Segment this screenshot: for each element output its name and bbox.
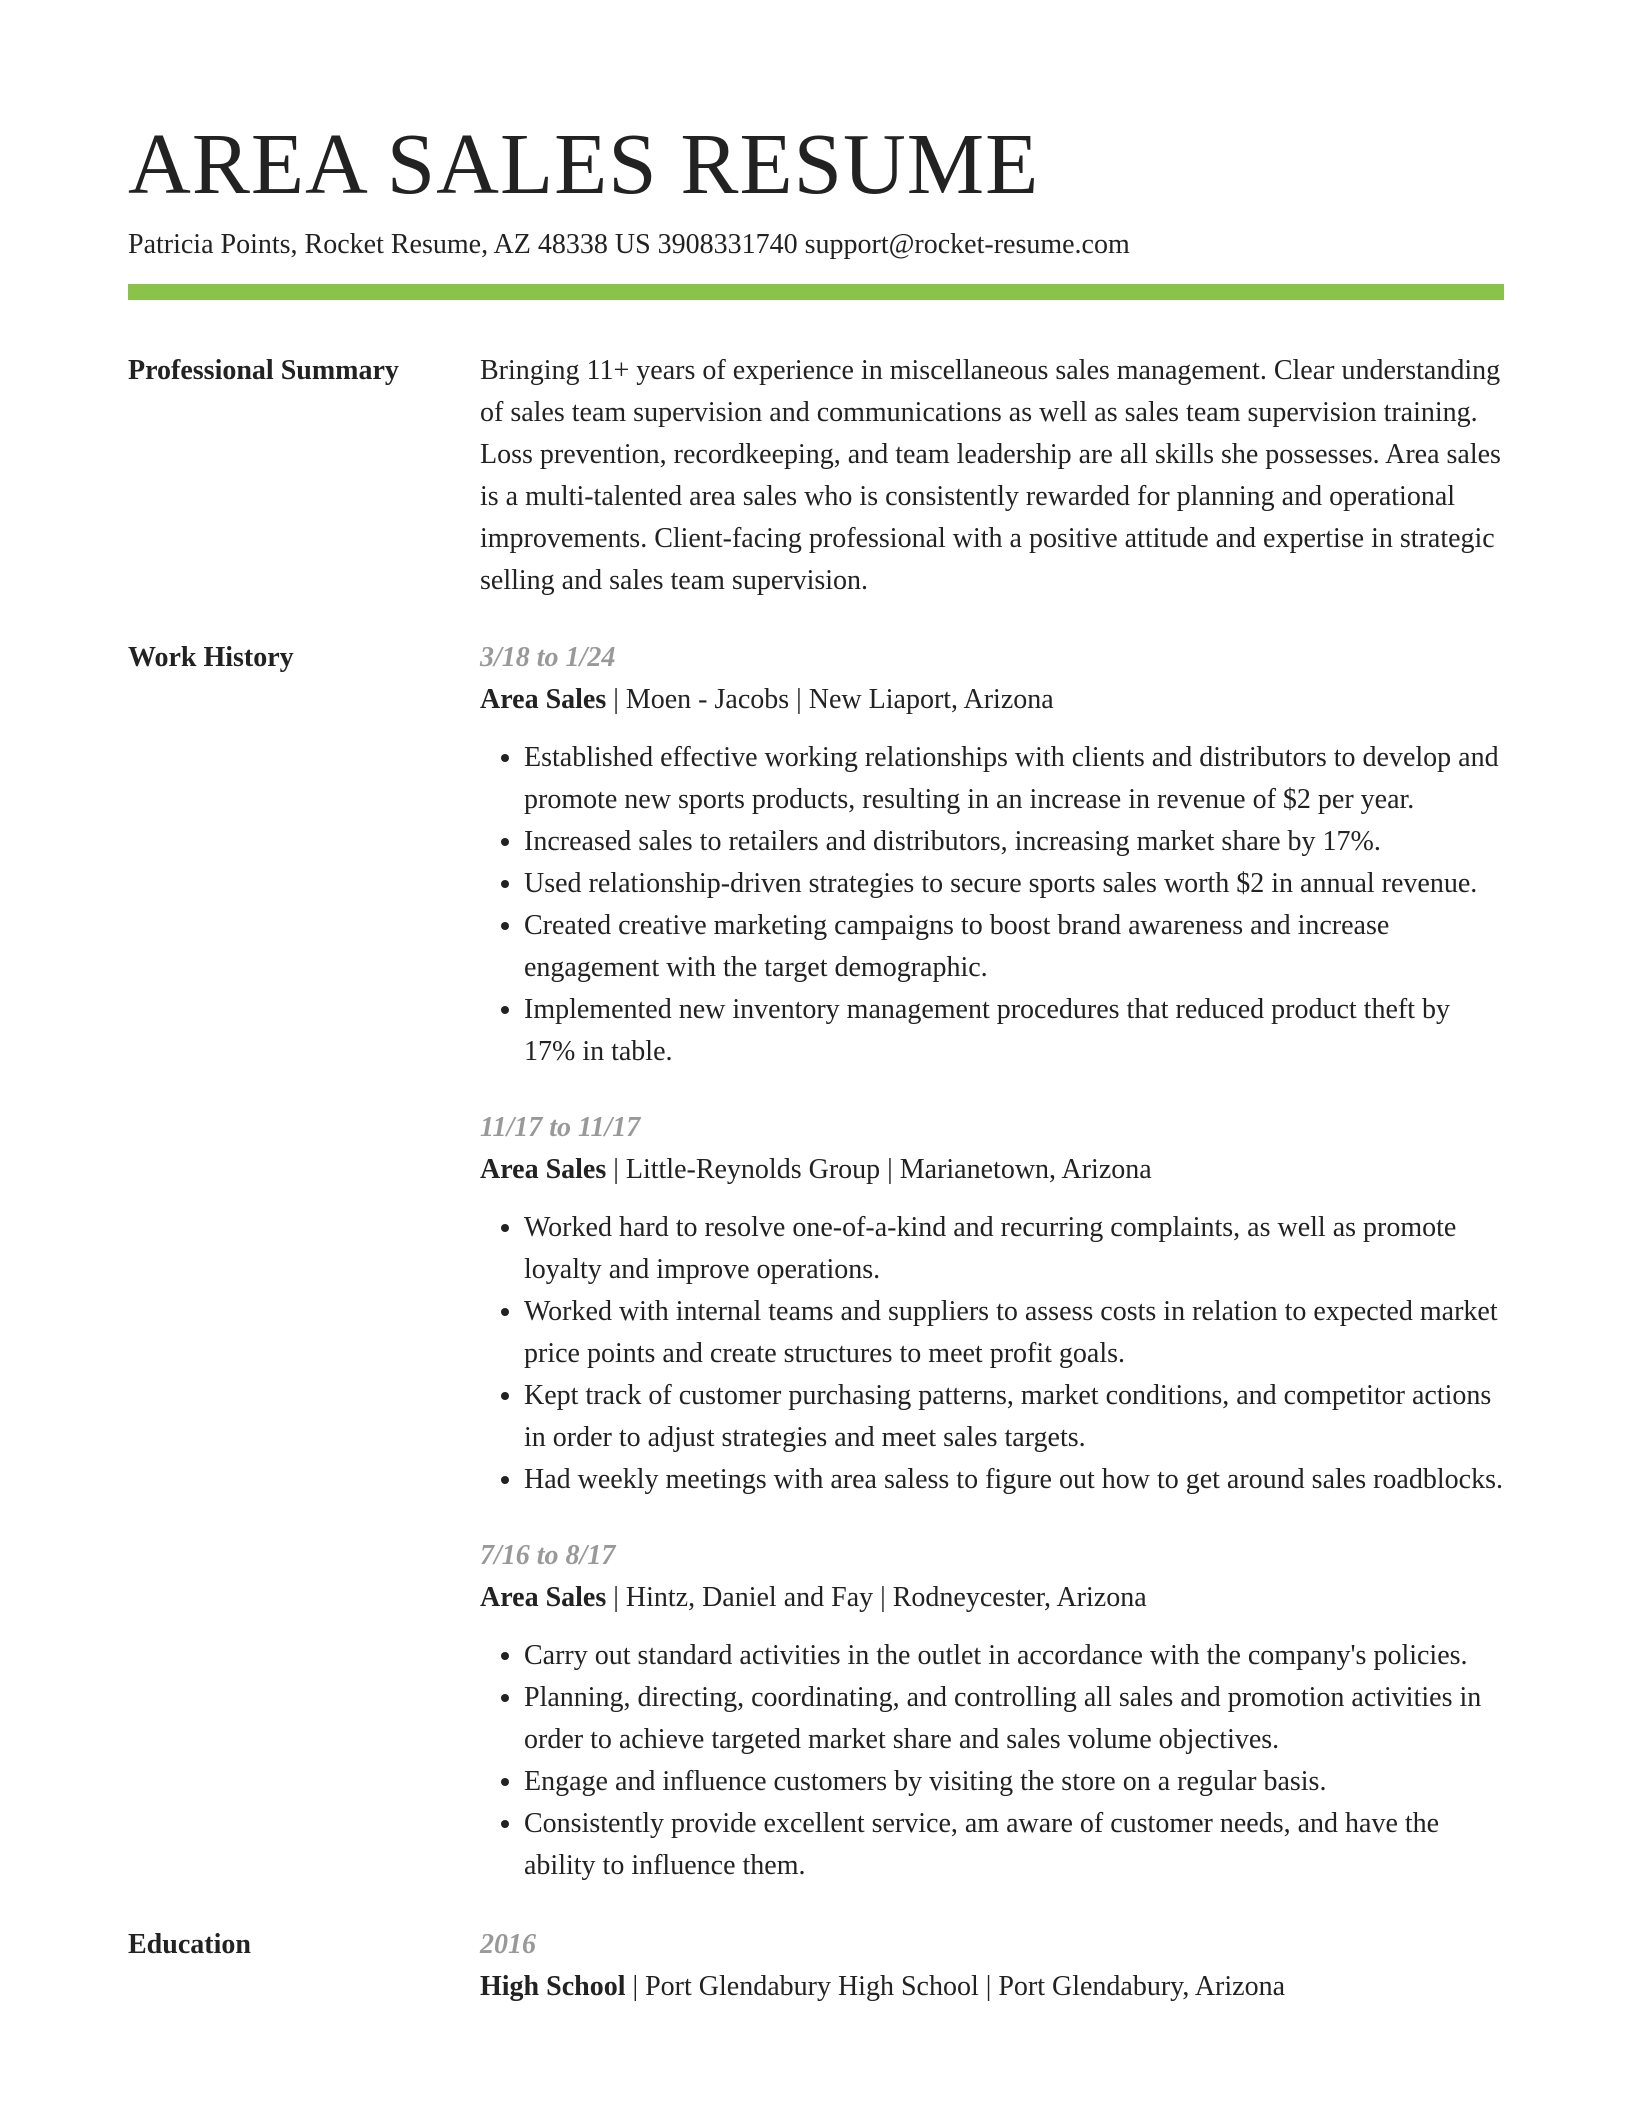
education-date: 2016: [480, 1928, 536, 1960]
job-bullet: • Worked with internal teams and suppliers to assess costs in relation to expected market price points and create structures to meet profit goals.: [524, 1291, 1504, 1375]
job-role-line: [480, 679, 1504, 721]
education-degree: High School: [480, 1970, 626, 2002]
section-label-work-history: Work History: [128, 641, 294, 673]
work-history-body: [480, 637, 1504, 1887]
professional-summary-section: [128, 350, 1504, 602]
summary-body: [480, 350, 1504, 602]
job-date: 3/18 to 1/24: [480, 641, 616, 673]
job-bullet-list: [480, 1635, 1504, 1887]
job-role-line: [480, 1577, 1504, 1619]
job-bullet-list: [480, 737, 1504, 1073]
education-line: [480, 1966, 1504, 2008]
job-bullet: • Kept track of customer purchasing patterns, market conditions, and competitor actions in order to adjust strategies and meet sales targets.: [524, 1375, 1504, 1459]
contact-line: Patricia Points, Rocket Resume, AZ 48338 US 3908331740 support@rocket-resume.com: [128, 229, 1130, 261]
job-entry: [480, 1107, 1504, 1501]
job-entry: [480, 637, 1504, 1073]
education-body: [480, 1924, 1504, 2008]
job-entry: [480, 1535, 1504, 1887]
education-section: [128, 1924, 1504, 2008]
job-bullet: • Engage and influence customers by visiting the store on a regular basis.: [524, 1761, 1504, 1803]
job-bullet: • Planning, directing, coordinating, and controlling all sales and promotion activities in order to achieve targeted market share and sales volume objectives.: [524, 1677, 1504, 1761]
job-details: | Hintz, Daniel and Fay | Rodneycester, Arizona: [606, 1581, 1147, 1613]
job-bullet: • Worked hard to resolve one-of-a-kind and recurring complaints, as well as promote loyalty and improve operations.: [524, 1207, 1504, 1291]
job-date: 11/17 to 11/17: [480, 1111, 641, 1143]
job-bullet: • Created creative marketing campaigns to boost brand awareness and increase engagement with the target demographic.: [524, 905, 1504, 989]
resume-title: AREA SALES RESUME: [128, 115, 1040, 212]
job-bullet: • Carry out standard activities in the outlet in accordance with the company's policies.: [524, 1635, 1504, 1677]
job-bullet: • Used relationship-driven strategies to secure sports sales worth $2 in annual revenue.: [524, 863, 1504, 905]
summary-text: Bringing 11+ years of experience in miscellaneous sales management. Clear understanding of sales team supervision and communications as well as sales team supervision training. Loss prevention, recordkeeping, and team leadership are all skills she possesses. Area sales is a multi-talented area sales who is consistently rewarded for planning and operational improvements. Client-facing professional with a positive attitude and expertise in strategic selling and sales team supervision.: [480, 354, 1501, 596]
education-details: | Port Glendabury High School | Port Glendabury, Arizona: [625, 1970, 1286, 2002]
accent-divider: [128, 284, 1504, 300]
job-bullet: • Consistently provide excellent service, am aware of customer needs, and have the ability to influence them.: [524, 1803, 1504, 1887]
work-history-section: [128, 637, 1504, 1887]
job-bullet: • Had weekly meetings with area saless to figure out how to get around sales roadblocks.: [524, 1459, 1504, 1501]
job-details: | Little-Reynolds Group | Marianetown, Arizona: [606, 1153, 1152, 1185]
job-role: Area Sales: [480, 1581, 607, 1613]
section-label-summary: Professional Summary: [128, 354, 399, 386]
job-bullet: • Implemented new inventory management procedures that reduced product theft by 17% in table.: [524, 989, 1504, 1073]
job-bullet: • Increased sales to retailers and distributors, increasing market share by 17%.: [524, 821, 1504, 863]
job-date: 7/16 to 8/17: [480, 1539, 616, 1571]
job-role-line: [480, 1149, 1504, 1191]
job-bullet-list: [480, 1207, 1504, 1501]
job-details: | Moen - Jacobs | New Liaport, Arizona: [606, 683, 1054, 715]
job-bullet: • Established effective working relationships with clients and distributors to develop and promote new sports products, resulting in an increase in revenue of $2 per year.: [524, 737, 1504, 821]
job-role: Area Sales: [480, 683, 607, 715]
section-label-education: Education: [128, 1928, 251, 1960]
job-role: Area Sales: [480, 1153, 607, 1185]
